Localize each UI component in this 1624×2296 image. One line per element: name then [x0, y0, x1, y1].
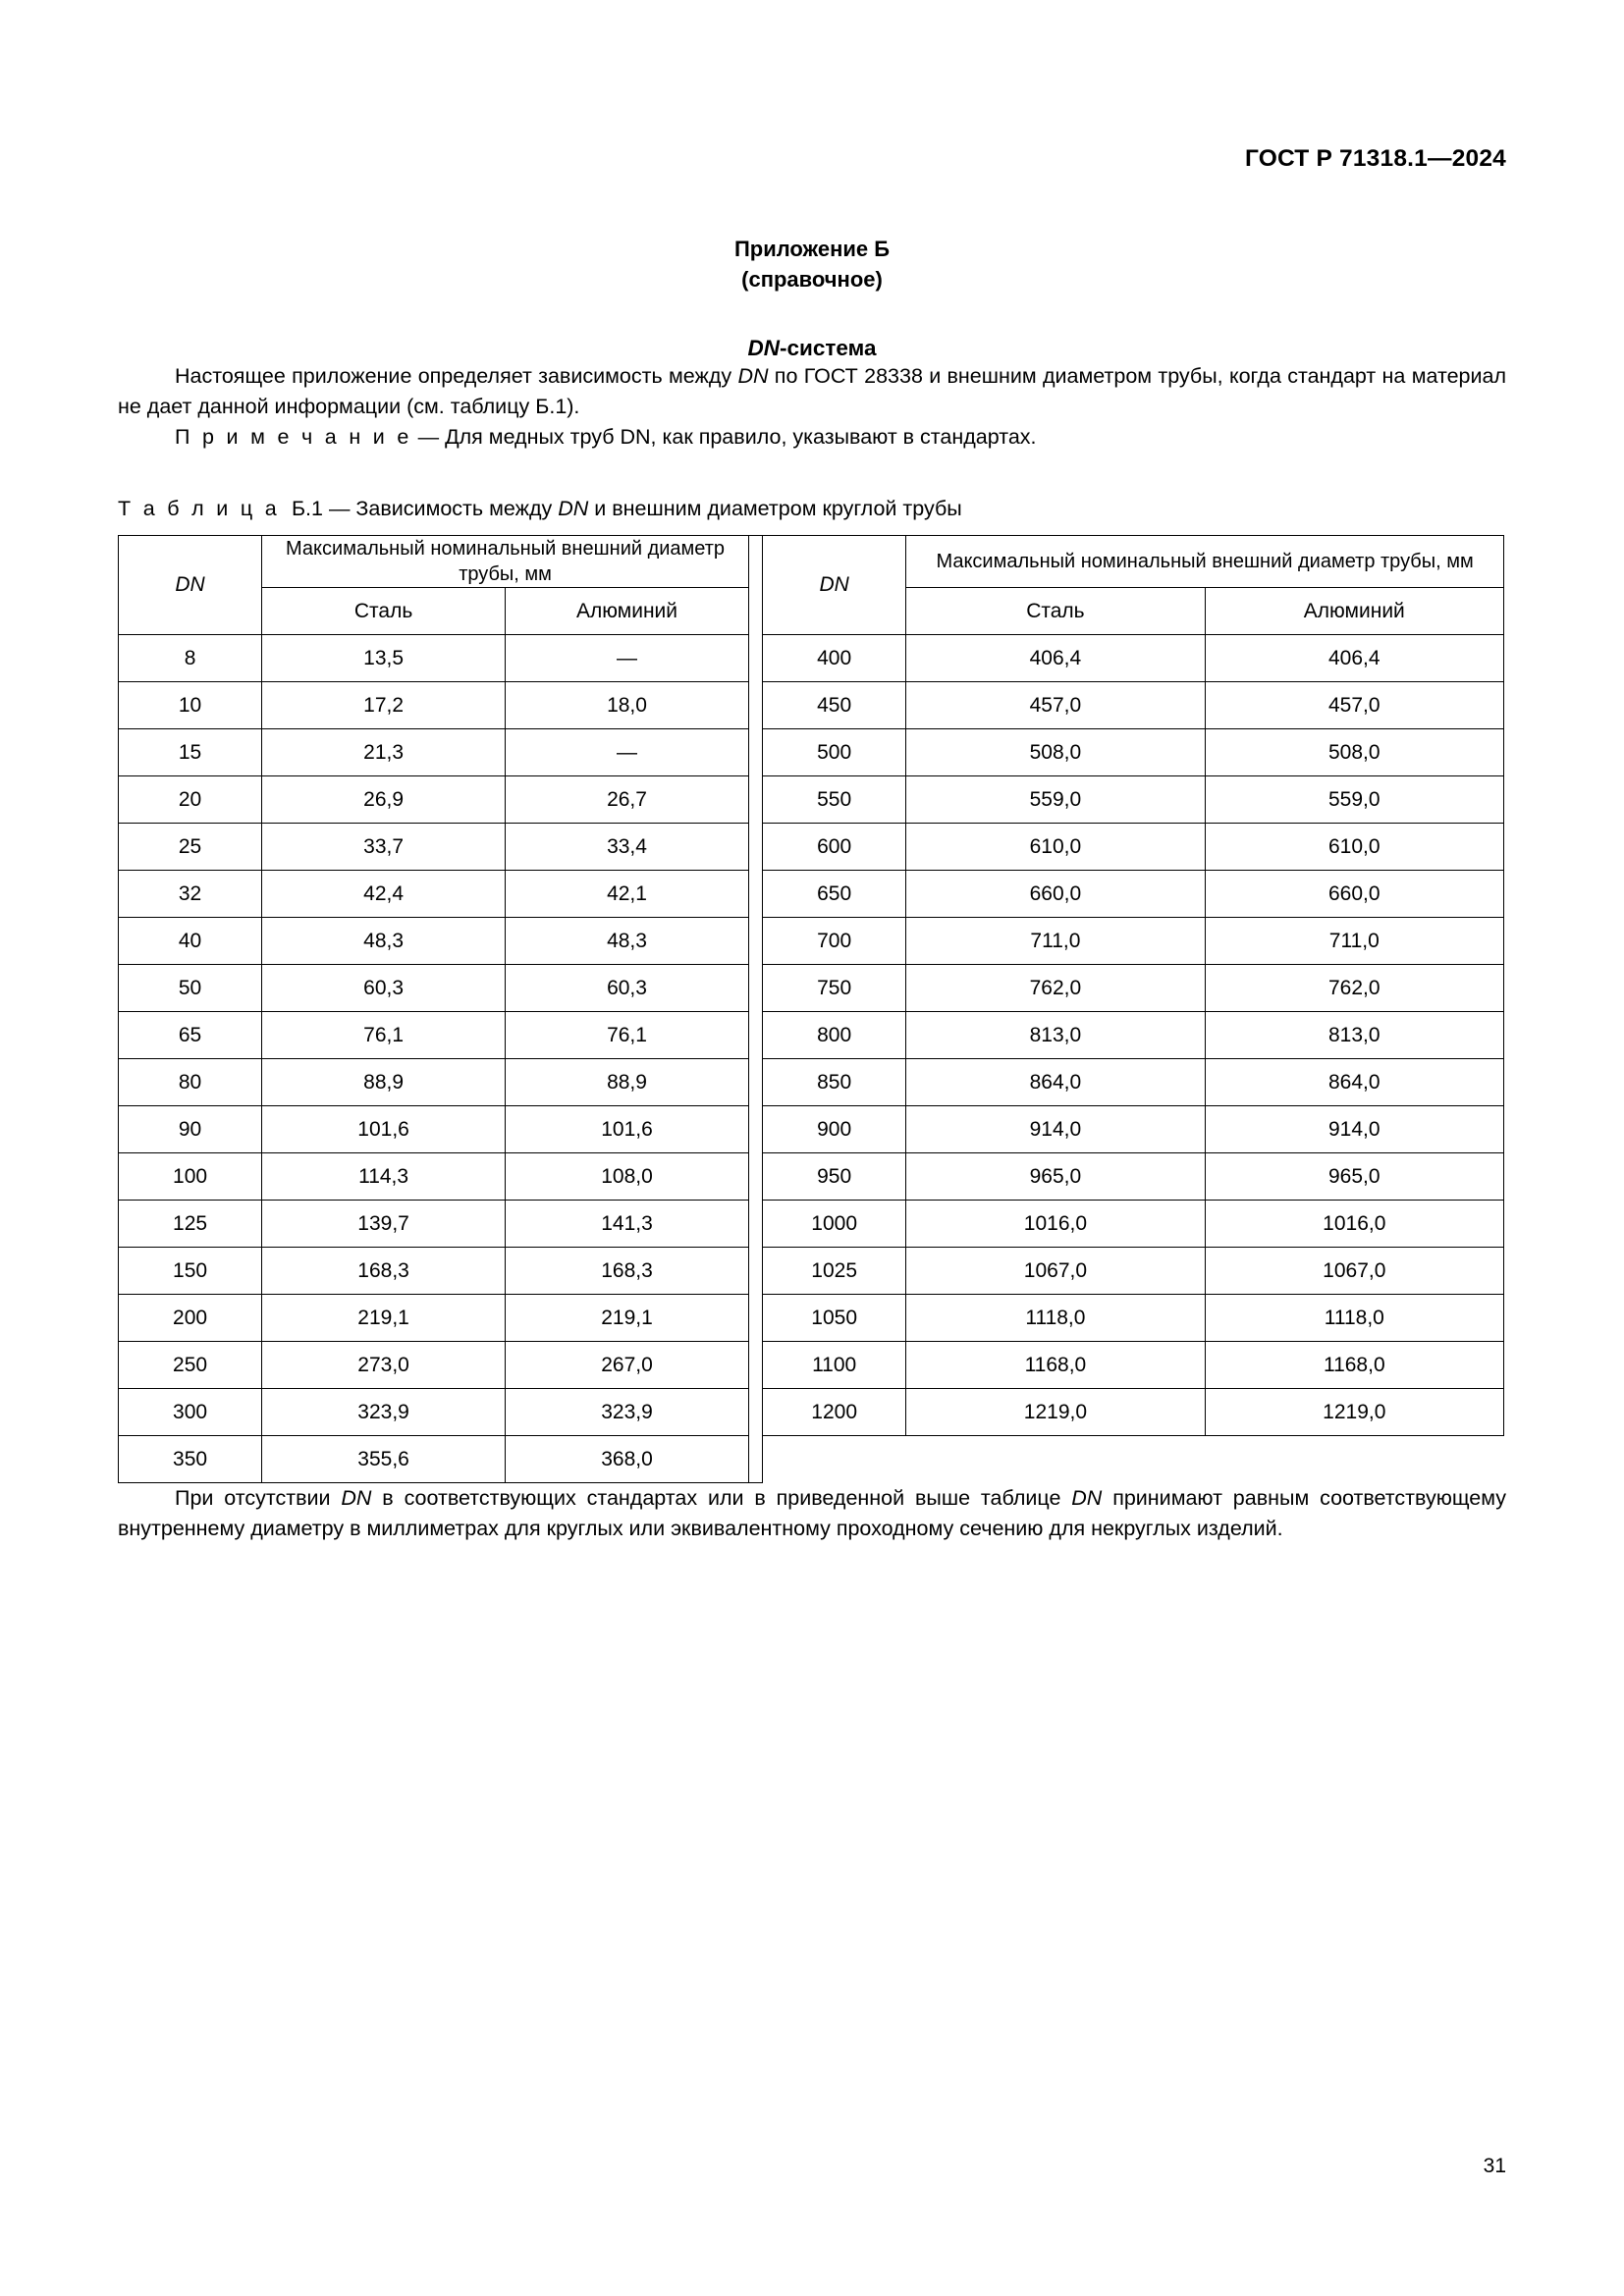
cell-left-steel: 21,3 [262, 729, 506, 776]
cell-right-dn: 400 [763, 635, 906, 682]
cell-left-dn: 15 [119, 729, 262, 776]
dn-table [118, 535, 1504, 1483]
annex-title: Приложение Б [733, 237, 891, 261]
cell-left-steel: 273,0 [262, 1342, 506, 1389]
intro-part1: Настоящее приложение определяет зависимость между [175, 364, 738, 389]
cell-left-steel: 48,3 [262, 918, 506, 965]
table-caption-number: Б.1 [291, 497, 323, 521]
table-gap-cell [748, 824, 762, 871]
cell-left-alu: 141,3 [506, 1201, 749, 1248]
cell-left-dn: 300 [119, 1389, 262, 1436]
cell-left-alu: 26,7 [506, 776, 749, 824]
table-gap-cell [748, 776, 762, 824]
cell-left-dn: 200 [119, 1295, 262, 1342]
cell-right-steel: 1016,0 [906, 1201, 1205, 1248]
header-steel-right: Сталь [906, 588, 1205, 635]
annex-subtitle: (справочное) [741, 267, 883, 293]
cell-left-steel: 355,6 [262, 1436, 506, 1483]
cell-right-alu: 762,0 [1205, 965, 1503, 1012]
cell-right-steel: 813,0 [906, 1012, 1205, 1059]
table-gap-cell [748, 635, 762, 682]
cell-right-empty [763, 1436, 906, 1483]
table-row [119, 729, 1504, 776]
cell-right-alu: 1016,0 [1205, 1201, 1503, 1248]
header-alu-right: Алюминий [1205, 588, 1503, 635]
table-row [119, 871, 1504, 918]
cell-right-dn: 1200 [763, 1389, 906, 1436]
cell-left-alu: — [506, 729, 749, 776]
table-caption-italic: DN [558, 497, 589, 521]
table-gap-cell [748, 729, 762, 776]
cell-left-steel: 101,6 [262, 1106, 506, 1153]
cell-left-alu: 76,1 [506, 1012, 749, 1059]
table-caption-dash: — Зависимость между [322, 497, 559, 521]
cell-right-dn: 1050 [763, 1295, 906, 1342]
cell-right-steel: 864,0 [906, 1059, 1205, 1106]
page-number: 31 [1483, 2155, 1506, 2177]
table-gap-cell [748, 1059, 762, 1106]
cell-right-alu: 610,0 [1205, 824, 1503, 871]
table-row [119, 1389, 1504, 1436]
table-row [119, 1012, 1504, 1059]
note-label: П р и м е ч а н и е [175, 424, 412, 449]
cell-right-empty [1205, 1436, 1503, 1483]
header-maxdiam-right: Максимальный номинальный внешний диаметр трубы, мм [906, 536, 1504, 588]
page-header [118, 0, 1506, 173]
table-gap-cell [748, 1295, 762, 1342]
cell-right-alu: 559,0 [1205, 776, 1503, 824]
table-gap-cell [748, 1248, 762, 1295]
table-gap-cell [748, 965, 762, 1012]
header-steel-left: Сталь [262, 588, 506, 635]
cell-left-steel: 76,1 [262, 1012, 506, 1059]
cell-right-dn: 650 [763, 871, 906, 918]
cell-right-dn: 550 [763, 776, 906, 824]
cell-right-steel: 914,0 [906, 1106, 1205, 1153]
cell-left-alu: 368,0 [506, 1436, 749, 1483]
table-gap-cell [748, 1389, 762, 1436]
table-row [119, 635, 1504, 682]
header-dn-right: DN [763, 536, 906, 635]
cell-left-alu: 168,3 [506, 1248, 749, 1295]
cell-left-steel: 33,7 [262, 824, 506, 871]
cell-right-alu: 914,0 [1205, 1106, 1503, 1153]
closing-paragraph [118, 1483, 1506, 1543]
closing-italic1: DN [341, 1486, 372, 1511]
closing-part1: При отсутствии [175, 1486, 342, 1511]
cell-left-dn: 32 [119, 871, 262, 918]
table-row [119, 1436, 1504, 1483]
cell-left-steel: 26,9 [262, 776, 506, 824]
table-row [119, 682, 1504, 729]
table-row [119, 1248, 1504, 1295]
cell-right-alu: 406,4 [1205, 635, 1503, 682]
cell-left-steel: 168,3 [262, 1248, 506, 1295]
annex-heading-italic: DN [747, 336, 781, 361]
cell-right-steel: 762,0 [906, 965, 1205, 1012]
standard-number: ГОСТ Р 71318.1—2024 [1245, 145, 1506, 172]
closing-part3: принимают равным соответствующему внутреннему диаметру в миллиметрах для круглых или эквивалентному проходному сечению для некруглых изделий. [118, 1486, 1506, 1540]
cell-left-steel: 60,3 [262, 965, 506, 1012]
header-alu-left: Алюминий [506, 588, 749, 635]
cell-left-steel: 42,4 [262, 871, 506, 918]
table-row [119, 1059, 1504, 1106]
closing-part2: в соответствующих стандартах или в приведенной выше таблице [371, 1486, 1072, 1511]
cell-right-steel: 508,0 [906, 729, 1205, 776]
cell-right-alu: 965,0 [1205, 1153, 1503, 1201]
intro-paragraph [118, 361, 1506, 421]
cell-left-alu: — [506, 635, 749, 682]
cell-left-steel: 88,9 [262, 1059, 506, 1106]
cell-left-alu: 267,0 [506, 1342, 749, 1389]
cell-right-alu: 813,0 [1205, 1012, 1503, 1059]
table-row [119, 1342, 1504, 1389]
table-caption-rest: и внешним диаметром круглой трубы [588, 497, 962, 521]
cell-right-dn: 1100 [763, 1342, 906, 1389]
table-head [119, 536, 1504, 635]
table-row [119, 1153, 1504, 1201]
cell-left-alu: 42,1 [506, 871, 749, 918]
annex-heading [118, 336, 1506, 361]
table-row [119, 1106, 1504, 1153]
table-body [119, 635, 1504, 1483]
cell-right-dn: 600 [763, 824, 906, 871]
cell-left-dn: 80 [119, 1059, 262, 1106]
table-header-row-1 [119, 536, 1504, 588]
table-row [119, 1201, 1504, 1248]
cell-right-steel: 559,0 [906, 776, 1205, 824]
table-gap-cell [748, 1153, 762, 1201]
cell-right-dn: 900 [763, 1106, 906, 1153]
cell-left-dn: 250 [119, 1342, 262, 1389]
cell-left-dn: 90 [119, 1106, 262, 1153]
cell-left-alu: 33,4 [506, 824, 749, 871]
cell-left-dn: 65 [119, 1012, 262, 1059]
cell-right-dn: 450 [763, 682, 906, 729]
cell-left-dn: 150 [119, 1248, 262, 1295]
table-row [119, 1295, 1504, 1342]
cell-left-steel: 139,7 [262, 1201, 506, 1248]
cell-left-steel: 323,9 [262, 1389, 506, 1436]
cell-right-dn: 1000 [763, 1201, 906, 1248]
cell-right-alu: 1219,0 [1205, 1389, 1503, 1436]
cell-left-dn: 50 [119, 965, 262, 1012]
cell-right-steel: 1067,0 [906, 1248, 1205, 1295]
closing-italic2: DN [1071, 1486, 1103, 1511]
cell-right-alu: 660,0 [1205, 871, 1503, 918]
table-gap-cell [748, 1012, 762, 1059]
table-gap-cell [748, 1342, 762, 1389]
cell-left-dn: 350 [119, 1436, 262, 1483]
cell-right-steel: 1168,0 [906, 1342, 1205, 1389]
cell-left-dn: 100 [119, 1153, 262, 1201]
table-gap-column [748, 536, 762, 635]
cell-right-steel: 1219,0 [906, 1389, 1205, 1436]
table-caption [118, 497, 1506, 521]
cell-right-alu: 1118,0 [1205, 1295, 1503, 1342]
table-gap-cell [748, 1106, 762, 1153]
cell-right-steel: 457,0 [906, 682, 1205, 729]
intro-italic: DN [737, 364, 769, 389]
cell-left-alu: 48,3 [506, 918, 749, 965]
cell-left-alu: 219,1 [506, 1295, 749, 1342]
table-gap-cell [748, 871, 762, 918]
cell-left-dn: 125 [119, 1201, 262, 1248]
cell-right-alu: 711,0 [1205, 918, 1503, 965]
table-caption-label: Т а б л и ц а [118, 497, 280, 521]
cell-left-steel: 219,1 [262, 1295, 506, 1342]
cell-right-dn: 700 [763, 918, 906, 965]
cell-left-alu: 323,9 [506, 1389, 749, 1436]
cell-left-dn: 10 [119, 682, 262, 729]
intro-part2: по ГОСТ 28338 и внешним диаметром трубы, когда стандарт на материал не дает данной информации (см. таблицу Б.1). [118, 364, 1506, 418]
cell-right-steel: 965,0 [906, 1153, 1205, 1201]
cell-left-alu: 18,0 [506, 682, 749, 729]
note-paragraph [118, 422, 1506, 453]
table-row [119, 965, 1504, 1012]
cell-right-dn: 800 [763, 1012, 906, 1059]
cell-left-alu: 108,0 [506, 1153, 749, 1201]
table-row [119, 776, 1504, 824]
table-row [119, 918, 1504, 965]
cell-right-alu: 1168,0 [1205, 1342, 1503, 1389]
header-dn-left: DN [119, 536, 262, 635]
cell-left-dn: 20 [119, 776, 262, 824]
table-gap-cell [748, 918, 762, 965]
cell-right-dn: 500 [763, 729, 906, 776]
cell-left-alu: 88,9 [506, 1059, 749, 1106]
cell-left-dn: 25 [119, 824, 262, 871]
cell-right-alu: 508,0 [1205, 729, 1503, 776]
cell-right-alu: 864,0 [1205, 1059, 1503, 1106]
cell-right-dn: 1025 [763, 1248, 906, 1295]
cell-right-steel: 406,4 [906, 635, 1205, 682]
cell-left-steel: 17,2 [262, 682, 506, 729]
cell-right-alu: 457,0 [1205, 682, 1503, 729]
cell-right-steel: 1118,0 [906, 1295, 1205, 1342]
annex-heading-rest: -система [780, 336, 877, 361]
cell-left-steel: 114,3 [262, 1153, 506, 1201]
cell-left-alu: 101,6 [506, 1106, 749, 1153]
table-gap-cell [748, 1436, 762, 1483]
cell-left-steel: 13,5 [262, 635, 506, 682]
table-row [119, 824, 1504, 871]
cell-right-steel: 660,0 [906, 871, 1205, 918]
cell-left-alu: 60,3 [506, 965, 749, 1012]
cell-right-dn: 750 [763, 965, 906, 1012]
table-gap-cell [748, 682, 762, 729]
cell-right-dn: 950 [763, 1153, 906, 1201]
table-gap-cell [748, 1201, 762, 1248]
cell-left-dn: 8 [119, 635, 262, 682]
cell-right-alu: 1067,0 [1205, 1248, 1503, 1295]
cell-right-steel: 711,0 [906, 918, 1205, 965]
cell-right-steel: 610,0 [906, 824, 1205, 871]
cell-right-dn: 850 [763, 1059, 906, 1106]
note-text: — Для медных труб DN, как правило, указывают в стандартах. [411, 424, 1037, 449]
cell-right-empty [906, 1436, 1205, 1483]
cell-left-dn: 40 [119, 918, 262, 965]
header-maxdiam-left: Максимальный номинальный внешний диаметр трубы, мм [262, 536, 749, 588]
